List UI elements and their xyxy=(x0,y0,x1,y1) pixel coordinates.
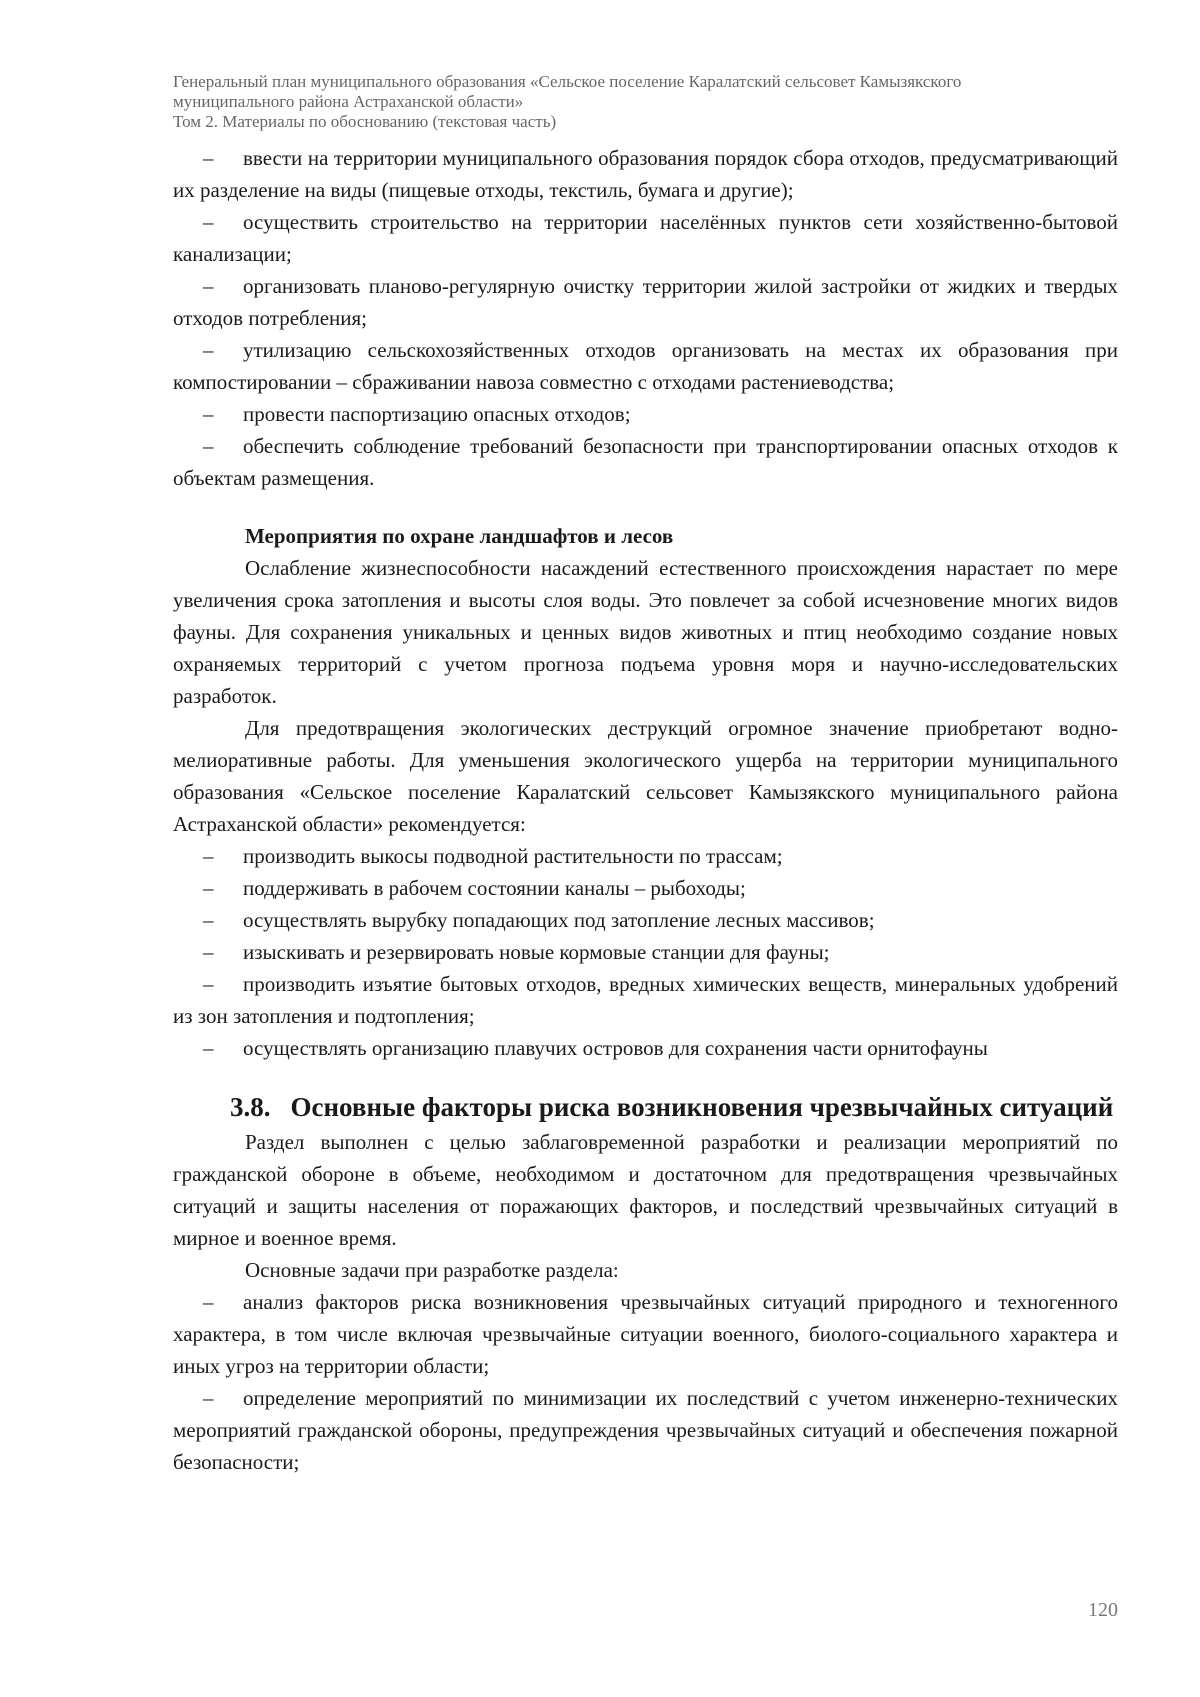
list-item xyxy=(173,968,1118,1032)
list-item-text: ввести на территории муниципального образования порядок сбора отходов, предусматривающий их разделение на виды (пищевые отходы, текстиль, бумага и другие); xyxy=(173,146,1118,202)
list-item xyxy=(173,142,1118,206)
list-item-text: обеспечить соблюдение требований безопасности при транспортировании опасных отходов к объектам размещения. xyxy=(173,434,1118,490)
list-item xyxy=(173,334,1118,398)
list-item-text: поддерживать в рабочем состоянии каналы – рыбоходы; xyxy=(243,876,746,900)
subheading: Мероприятия по охране ландшафтов и лесов xyxy=(245,524,674,548)
list-item xyxy=(173,1382,1118,1478)
dash-bullet: – xyxy=(203,274,214,298)
dash-bullet: – xyxy=(203,1386,214,1410)
paragraph: Раздел выполнен с целью заблаговременной разработки и реализации мероприятий по гражданской обороне в объеме, необходимом и достаточном для предотвращения чрезвычайных ситуаций и защиты населения от поражающих факторов, и последствий чрезвычайных ситуаций в мирное и военное время. xyxy=(173,1130,1118,1250)
dash-bullet: – xyxy=(203,908,214,932)
tasks-list xyxy=(173,1286,1118,1478)
list-item-text: производить изъятие бытовых отходов, вредных химических веществ, минеральных удобрений из зон затопления и подтопления; xyxy=(173,972,1118,1028)
list-item-text: утилизацию сельскохозяйственных отходов организовать на местах их образования при компостировании – сбраживании навоза совместно с отходами растениеводства; xyxy=(173,338,1118,394)
list-item xyxy=(173,1286,1118,1382)
list-item-text: организовать планово-регулярную очистку территории жилой застройки от жидких и твердых отходов потребления; xyxy=(173,274,1118,330)
list-item-text: провести паспортизацию опасных отходов; xyxy=(243,402,631,426)
section-number: 3.8. xyxy=(230,1092,271,1122)
page-body xyxy=(173,142,1118,1478)
list-item-text: производить выкосы подводной растительности по трассам; xyxy=(243,844,783,868)
dash-bullet: – xyxy=(203,844,214,868)
list-item-text: анализ факторов риска возникновения чрезвычайных ситуаций природного и техногенного характера, в том числе включая чрезвычайные ситуации военного, биолого-социального характера и иных угроз на территории области; xyxy=(173,1290,1118,1378)
list-item xyxy=(173,430,1118,494)
landscape-measures-list xyxy=(173,840,1118,1064)
list-item-text: определение мероприятий по минимизации их последствий с учетом инженерно-технических мероприятий гражданской обороны, предупреждения чрезвычайных ситуаций и обеспечения пожарной безопасности; xyxy=(173,1386,1118,1474)
dash-bullet: – xyxy=(203,338,214,362)
running-header xyxy=(173,72,1133,132)
list-item-text: изыскивать и резервировать новые кормовые станции для фауны; xyxy=(243,940,830,964)
waste-measures-list xyxy=(173,142,1118,494)
dash-bullet: – xyxy=(203,876,214,900)
dash-bullet: – xyxy=(203,972,214,996)
dash-bullet: – xyxy=(203,1036,214,1060)
page-number: 120 xyxy=(1088,1599,1118,1621)
dash-bullet: – xyxy=(203,434,214,458)
list-item xyxy=(173,904,1118,936)
section-heading xyxy=(173,1088,1118,1126)
header-line-3: Том 2. Материалы по обоснованию (текстовая часть) xyxy=(173,112,557,131)
list-item-text: осуществлять организацию плавучих островов для сохранения части орнитофауны xyxy=(243,1036,988,1060)
list-item xyxy=(173,270,1118,334)
list-item xyxy=(173,206,1118,270)
list-item xyxy=(173,872,1118,904)
list-item-text: осуществить строительство на территории населённых пунктов сети хозяйственно-бытовой канализации; xyxy=(173,210,1118,266)
list-item xyxy=(173,936,1118,968)
list-item xyxy=(173,1032,1118,1064)
dash-bullet: – xyxy=(203,1290,214,1314)
dash-bullet: – xyxy=(203,402,214,426)
list-item-text: осуществлять вырубку попадающих под затопление лесных массивов; xyxy=(243,908,875,932)
list-item xyxy=(173,398,1118,430)
section-title: Основные факторы риска возникновения чрезвычайных ситуаций xyxy=(290,1092,1114,1122)
paragraph: Основные задачи при разработке раздела: xyxy=(245,1258,619,1282)
paragraph: Для предотвращения экологических деструкций огромное значение приобретают водно-мелиоративные работы. Для уменьшения экологического ущерба на территории муниципального образования «Сельское поселение Каралатский сельсовет Камызякского муниципального района Астраханской области» рекомендуется: xyxy=(173,716,1118,836)
paragraph: Ослабление жизнеспособности насаждений естественного происхождения нарастает по мере увеличения срока затопления и высоты слоя воды. Это повлечет за собой исчезновение многих видов фауны. Для сохранения уникальных и ценных видов животных и птиц необходимо создание новых охраняемых территорий с учетом прогноза подъема уровня моря и научно-исследовательских разработок. xyxy=(173,556,1118,708)
dash-bullet: – xyxy=(203,146,214,170)
header-line-2: муниципального района Астраханской области» xyxy=(173,92,524,111)
spacer xyxy=(173,494,1118,520)
header-line-1: Генеральный план муниципального образования «Сельское поселение Каралатский сельсовет Камызякского xyxy=(173,72,962,91)
dash-bullet: – xyxy=(203,940,214,964)
dash-bullet: – xyxy=(203,210,214,234)
list-item xyxy=(173,840,1118,872)
